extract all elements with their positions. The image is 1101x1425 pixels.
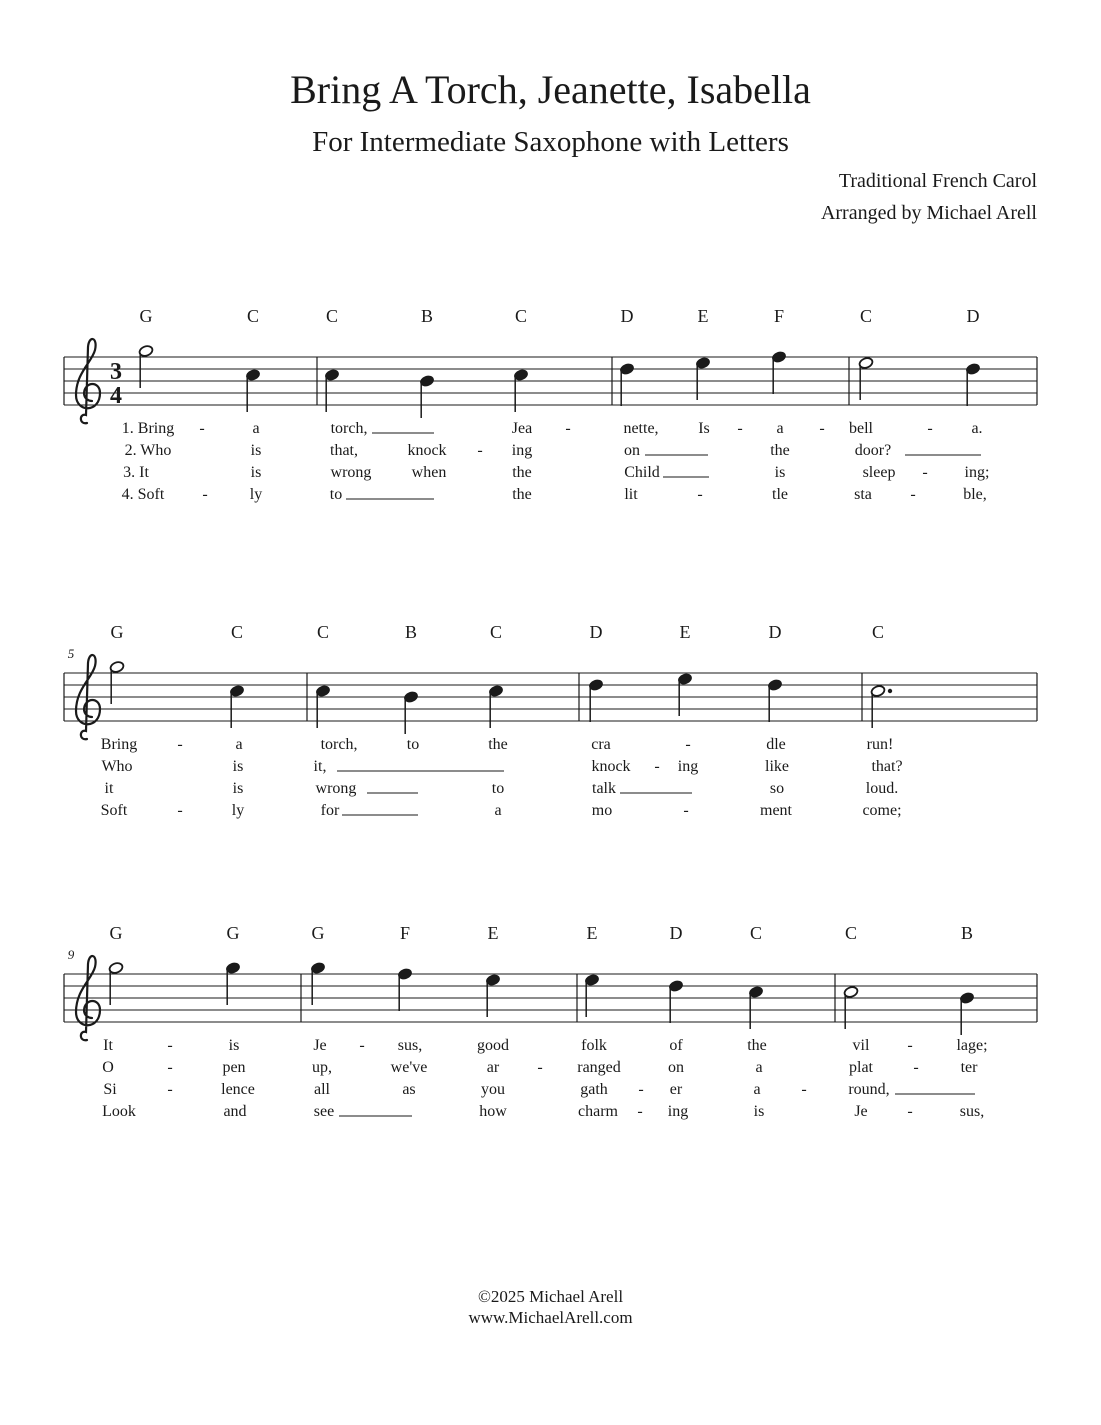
lyric-syllable: ble, bbox=[963, 486, 987, 503]
lyric-syllable: of bbox=[669, 1037, 683, 1054]
note-letter: C bbox=[749, 923, 763, 943]
note-letter: B bbox=[420, 306, 434, 326]
lyric-syllable: Soft bbox=[100, 802, 128, 819]
lyric-syllable: gath bbox=[580, 1081, 608, 1098]
lyric-hyphen: - bbox=[177, 736, 183, 753]
composer-credit: Traditional French Carol bbox=[838, 170, 1037, 192]
lyric-syllable: all bbox=[314, 1081, 330, 1098]
lyric-hyphen: - bbox=[177, 802, 183, 819]
lyric-hyphen: - bbox=[819, 420, 825, 437]
subtitle: For Intermediate Saxophone with Letters bbox=[312, 126, 789, 158]
staff-system bbox=[64, 622, 1037, 819]
lyric-syllable: nette, bbox=[623, 420, 659, 437]
lyric-syllable: like bbox=[765, 758, 789, 775]
lyric-syllable: knock bbox=[407, 442, 447, 459]
lyric-syllable: a bbox=[755, 1059, 763, 1076]
note-letter: C bbox=[246, 306, 260, 326]
time-signature-bottom: 4 bbox=[110, 383, 122, 409]
lyric-syllable: the bbox=[770, 442, 790, 459]
note-letter: D bbox=[620, 306, 634, 326]
lyric-syllable: lit bbox=[624, 486, 638, 503]
lyric-hyphen: - bbox=[922, 464, 928, 481]
lyric-syllable: mo bbox=[591, 802, 613, 819]
lyric-hyphen: - bbox=[801, 1081, 807, 1098]
note-letter: B bbox=[404, 622, 418, 642]
lyric-hyphen: - bbox=[683, 802, 689, 819]
lyric-syllable: er bbox=[669, 1081, 683, 1098]
note-letter: C bbox=[325, 306, 339, 326]
lyric-syllable: a bbox=[753, 1081, 761, 1098]
lyric-syllable: 3. It bbox=[123, 464, 149, 481]
lyric-syllable: sleep bbox=[862, 464, 896, 481]
lyric-syllable: we've bbox=[390, 1059, 428, 1076]
lyric-hyphen: - bbox=[913, 1059, 919, 1076]
note-letter: G bbox=[226, 923, 240, 943]
lyric-syllable: O bbox=[102, 1059, 114, 1076]
note-letter: G bbox=[110, 622, 124, 642]
staff-system bbox=[64, 306, 1037, 503]
lyric-syllable: lence bbox=[221, 1081, 255, 1098]
lyric-syllable: when bbox=[411, 464, 447, 481]
note-letter: G bbox=[311, 923, 325, 943]
lyric-hyphen: - bbox=[565, 420, 571, 437]
lyric-syllable: 2. Who bbox=[124, 442, 172, 459]
lyric-hyphen: - bbox=[685, 736, 691, 753]
lyric-syllable: bell bbox=[849, 420, 873, 437]
lyric-syllable: Jea bbox=[511, 420, 533, 437]
lyric-syllable: torch, bbox=[320, 736, 358, 753]
lyric-hyphen: - bbox=[477, 442, 483, 459]
lyric-syllable: a bbox=[776, 420, 784, 437]
lyric-hyphen: - bbox=[907, 1103, 913, 1120]
lyric-syllable: up, bbox=[312, 1059, 332, 1076]
lyric-syllable: plat bbox=[849, 1059, 873, 1076]
note-letter: B bbox=[960, 923, 974, 943]
lyric-syllable: Look bbox=[102, 1103, 136, 1120]
lyric-syllable: ter bbox=[960, 1059, 978, 1076]
lyric-syllable: sus, bbox=[959, 1103, 985, 1120]
lyric-hyphen: - bbox=[910, 486, 916, 503]
lyric-syllable: wrong bbox=[315, 780, 357, 797]
note-letter: G bbox=[139, 306, 153, 326]
lyric-syllable: the bbox=[488, 736, 508, 753]
lyric-hyphen: - bbox=[737, 420, 743, 437]
lyric-hyphen: - bbox=[638, 1081, 644, 1098]
lyric-hyphen: - bbox=[359, 1037, 365, 1054]
lyric-syllable: is bbox=[774, 464, 786, 481]
lyric-hyphen: - bbox=[167, 1081, 173, 1098]
lyric-syllable: ing bbox=[677, 758, 699, 775]
lyric-syllable: how bbox=[479, 1103, 507, 1120]
lyric-syllable: Child bbox=[624, 464, 660, 481]
note-letter: F bbox=[773, 306, 785, 326]
lyric-syllable: 1. Bring bbox=[121, 420, 175, 437]
lyric-syllable: vil bbox=[852, 1037, 870, 1054]
lyric-syllable: sta bbox=[854, 486, 872, 503]
note-letter: C bbox=[316, 622, 330, 642]
staff-system bbox=[64, 923, 1037, 1120]
lyric-syllable: charm bbox=[578, 1103, 618, 1120]
lyric-syllable: come; bbox=[862, 802, 902, 819]
note-letter: F bbox=[399, 923, 411, 943]
lyric-syllable: for bbox=[320, 802, 340, 819]
lyric-syllable: it bbox=[104, 780, 114, 797]
lyric-syllable: wrong bbox=[330, 464, 372, 481]
lyric-syllable: Je bbox=[854, 1103, 868, 1120]
note-letter: C bbox=[489, 622, 503, 642]
augmentation-dot bbox=[888, 689, 892, 693]
lyric-syllable: Bring bbox=[100, 736, 138, 753]
lyric-syllable: on bbox=[624, 442, 640, 459]
lyric-syllable: ing bbox=[667, 1103, 689, 1120]
lyric-syllable: a bbox=[494, 802, 502, 819]
lyric-syllable: cra bbox=[591, 736, 611, 753]
note-letter: G bbox=[109, 923, 123, 943]
lyric-syllable: is bbox=[228, 1037, 240, 1054]
lyric-syllable: Si bbox=[103, 1081, 117, 1098]
lyric-syllable: a. bbox=[971, 420, 983, 437]
lyric-syllable: the bbox=[512, 464, 532, 481]
lyric-syllable: that? bbox=[871, 758, 903, 775]
lyric-syllable: ing bbox=[511, 442, 533, 459]
note-letter: D bbox=[768, 622, 782, 642]
lyric-syllable: dle bbox=[766, 736, 786, 753]
note-letter: C bbox=[844, 923, 858, 943]
lyric-syllable: and bbox=[223, 1103, 247, 1120]
title: Bring A Torch, Jeanette, Isabella bbox=[290, 67, 811, 112]
lyric-hyphen: - bbox=[199, 420, 205, 437]
lyric-hyphen: - bbox=[537, 1059, 543, 1076]
lyric-syllable: on bbox=[668, 1059, 684, 1076]
lyric-syllable: folk bbox=[581, 1037, 607, 1054]
note-letter: E bbox=[487, 923, 499, 943]
note-letter: E bbox=[697, 306, 709, 326]
lyric-syllable: the bbox=[747, 1037, 767, 1054]
lyric-hyphen: - bbox=[167, 1059, 173, 1076]
lyric-syllable: door? bbox=[854, 442, 892, 459]
note-letter: E bbox=[586, 923, 598, 943]
lyric-syllable: ing; bbox=[964, 464, 990, 481]
lyric-syllable: ment bbox=[760, 802, 792, 819]
copyright: ©2025 Michael Arell bbox=[477, 1287, 624, 1306]
lyric-syllable: 4. Soft bbox=[121, 486, 165, 503]
lyric-syllable: tle bbox=[772, 486, 788, 503]
website: www.MichaelArell.com bbox=[468, 1308, 633, 1327]
lyric-hyphen: - bbox=[637, 1103, 643, 1120]
note-letter: D bbox=[669, 923, 683, 943]
lyric-syllable: a bbox=[252, 420, 260, 437]
lyric-syllable: to bbox=[406, 736, 420, 753]
note-letter: C bbox=[859, 306, 873, 326]
lyric-syllable: Je bbox=[313, 1037, 327, 1054]
measure-number: 5 bbox=[67, 646, 75, 661]
lyric-syllable: run! bbox=[866, 736, 894, 753]
lyric-syllable: you bbox=[481, 1081, 505, 1098]
lyric-syllable: is bbox=[250, 464, 262, 481]
lyric-syllable: pen bbox=[222, 1059, 246, 1076]
lyric-hyphen: - bbox=[927, 420, 933, 437]
lyric-syllable: it, bbox=[313, 758, 327, 775]
lyric-syllable: Is bbox=[698, 420, 710, 437]
lyric-syllable: It bbox=[103, 1037, 113, 1054]
lyric-syllable: is bbox=[753, 1103, 765, 1120]
note-letter: E bbox=[679, 622, 691, 642]
note-letter: D bbox=[589, 622, 603, 642]
note-letter: C bbox=[230, 622, 244, 642]
lyric-syllable: ly bbox=[231, 802, 245, 819]
lyric-syllable: good bbox=[477, 1037, 509, 1054]
lyric-syllable: ranged bbox=[577, 1059, 621, 1076]
lyric-syllable: is bbox=[232, 758, 244, 775]
lyric-hyphen: - bbox=[167, 1037, 173, 1054]
lyric-syllable: so bbox=[769, 780, 785, 797]
lyric-hyphen: - bbox=[697, 486, 703, 503]
footer bbox=[0, 1286, 1101, 1328]
lyric-syllable: lage; bbox=[956, 1037, 988, 1054]
time-signature-top: 3 bbox=[110, 359, 122, 385]
lyric-syllable: as bbox=[402, 1081, 416, 1098]
lyric-syllable: ar bbox=[486, 1059, 500, 1076]
lyric-syllable: is bbox=[250, 442, 262, 459]
lyric-syllable: see bbox=[313, 1103, 335, 1120]
lyric-syllable: Who bbox=[101, 758, 133, 775]
note-letter: D bbox=[966, 306, 980, 326]
measure-number: 9 bbox=[67, 947, 75, 962]
lyric-syllable: to bbox=[329, 486, 343, 503]
lyric-syllable: knock bbox=[591, 758, 631, 775]
lyric-syllable: loud. bbox=[865, 780, 899, 797]
lyric-syllable: ly bbox=[249, 486, 263, 503]
lyric-syllable: to bbox=[491, 780, 505, 797]
lyric-syllable: torch, bbox=[330, 420, 368, 437]
lyric-syllable: a bbox=[235, 736, 243, 753]
note-letter: C bbox=[514, 306, 528, 326]
lyric-hyphen: - bbox=[654, 758, 660, 775]
lyric-syllable: round, bbox=[848, 1081, 890, 1098]
lyric-syllable: that, bbox=[330, 442, 358, 459]
lyric-syllable: is bbox=[232, 780, 244, 797]
lyric-syllable: sus, bbox=[397, 1037, 423, 1054]
lyric-syllable: the bbox=[512, 486, 532, 503]
lyric-syllable: talk bbox=[592, 780, 616, 797]
note-letter: C bbox=[871, 622, 885, 642]
lyric-hyphen: - bbox=[907, 1037, 913, 1054]
arranger-credit: Arranged by Michael Arell bbox=[820, 202, 1037, 224]
lyric-hyphen: - bbox=[202, 486, 208, 503]
